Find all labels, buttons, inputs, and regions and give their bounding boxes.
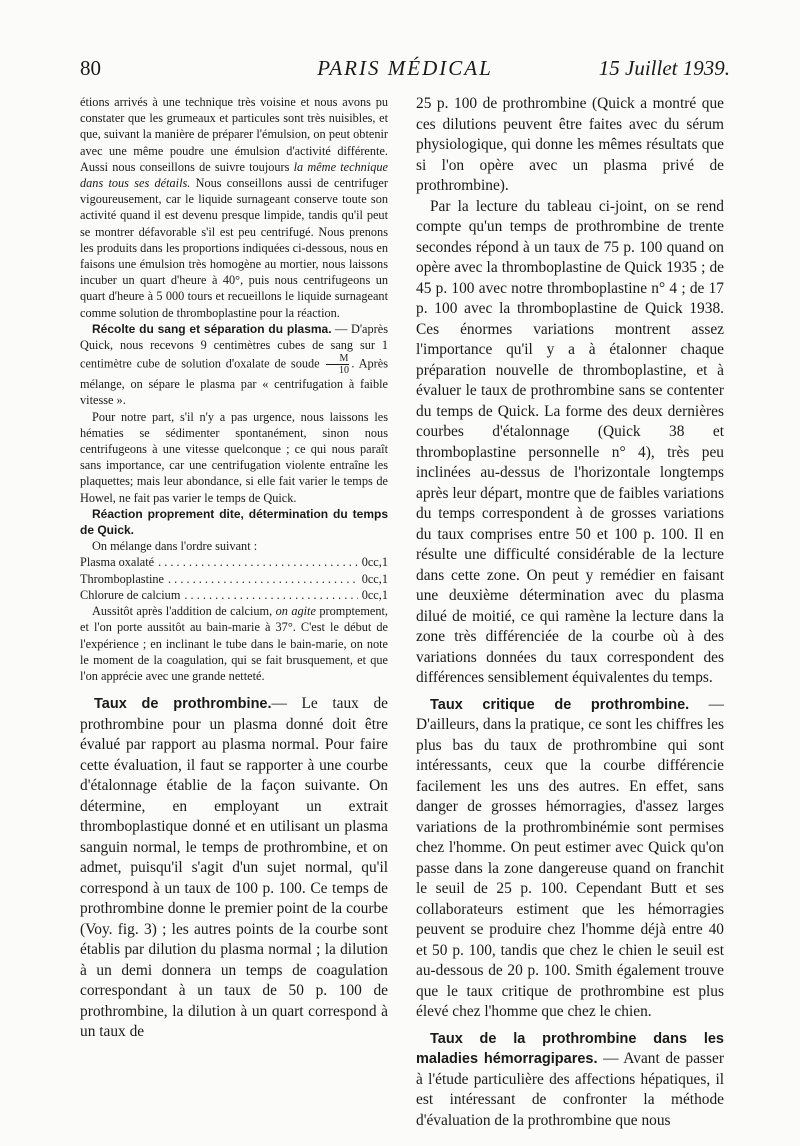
section-heading: Taux de la prothrombine dans les maladies hémorragipares. xyxy=(416,1030,724,1067)
paragraph: Taux critique de prothrombine. — D'ailleurs, dans la pratique, ce sont les chiffres les plus bas du taux de prothrombine qui sont intéressants, ceux que la courbe différencie facilement les uns des autres. En effet, sans danger de grosses hémorragies, d'assez larges variations de la prothrombinémie sont permises chez l'homme. On peut estimer avec Quick qu'on passe dans la zone dangereuse quand on franchit le seuil de 25 p. 100. Cependant Butt et ses collaborateurs estiment que les hémorragies peuvent se produire chez l'homme déjà entre 40 et 50 p. 100, tandis que chez le chien le seuil est au-dessous de 20 p. 100. Smith également trouve que le taux critique de prothrombine est plus élevé chez l'homme que chez le chien. xyxy=(416,695,724,1020)
paragraph: Pour notre part, s'il n'y a pas urgence, nous laissons les hématies se sédimenter spontanément, sinon nous centrifugeons à une vitesse quelconque ; ce qui nous paraît sans importance, car une centrifugation violente entraîne les plaquettes; mais leur abondance, si elle fait varier le temps de Howel, ne fait pas varier le temps de Quick. xyxy=(80,409,388,505)
paragraph: Aussitôt après l'addition de calcium, on agite promptement, et l'on porte aussitôt au bain-marie à 37°. C'est le début de l'expérience ; en inclinant le tube dans le bain-marie, on note le moment de la coagulation, qui se fait brusquement, et que l'on apprécie avec une grande netteté. xyxy=(80,604,389,683)
paragraph: Taux de prothrombine.— Le taux de prothrombine pour un plasma donné doit être évalué par rapport au plasma normal. Pour faire cette évaluation, il faut se rapporter à une courbe d'étalonnage établie de la façon suivante. On détermine, en employant un extrait thromboplastique donné et en utilisant un plasma sanguin normal, le temps de prothrombine, et on admet, puisqu'il s'agit d'un sujet normal, qu'il correspond à un taux de 100 p. 100. Ce temps de prothrombine donne le premier point de la courbe (Voy. fig. 3) ; les autres points de la courbe sont établis par dilution du plasma normal ; la dilution à un demi donnera un temps de coagulation correspondant à un taux de 50 p. 100 de prothrombine, la dilution à un quart correspond à un taux de xyxy=(80,695,388,1041)
paragraph xyxy=(80,506,388,538)
paragraph: étions arrivés à une technique très voisine et nous avons pu constater que les grumeaux et particules sont très nuisibles, et que, suivant la manière de préparer l'émulsion, on peut obtenir avec une même poudre une émulsion d'activité différente. Aussi nous conseillons de suivre toujours la même technique dans tous ses détails. Nous conseillons aussi de centrifuger vigoureusement, car le liquide surnageant conserve toute son activité quand il est devenu presque limpide, tandis qu'il peut se montrer défavorable s'il est peu centrifugé. Nous prenons les produits dans les proportions indiquées ci-dessous, nous en faisons une émulsion très homogène au mortier, nous laissons incuber un quart d'heure à 40°, puis nous centrifugeons un quart d'heure à 5 000 tours et recueillons le liquide surnageant comme solution de thromboplastine pour la réaction. xyxy=(80,95,388,320)
fraction: $\frac{M}{10}$ xyxy=(326,353,349,376)
paragraph: Taux de la prothrombine dans les maladies hémorragipares. — Avant de passer à l'étude particulière des affections hépatiques, il est intéressant de confronter la méthode d'évaluation de la prothrombine que nous xyxy=(416,1030,724,1129)
issue-date: 15 Juillet 1939. xyxy=(598,56,730,80)
section-heading: Taux de prothrombine. xyxy=(94,696,272,713)
paragraph: On mélange dans l'ordre suivant : xyxy=(92,539,258,554)
paragraph: 25 p. 100 de prothrombine (Quick a montré que ces dilutions peuvent être faites avec du sérum physiologique, qui donne les mêmes résultats que si l'on opère avec un plasma privé de prothrombine). xyxy=(416,95,724,194)
paragraph: Par la lecture du tableau ci-joint, on se rend compte qu'un temps de prothrombine de trente secondes répond à un taux de 75 p. 100 quand on opère avec la thromboplastine de Quick 1935 ; de 45 p. 100 avec notre thromboplastine n° 4 ; de 17 p. 100 avec la thromboplastine de Quick 1938. Ces énormes variations montrent assez l'importance qu'il y a à étalonner chaque préparation nouvelle de thromboplastine, et à évaluer le taux de prothrombine sans se contenter du temps de Quick. La forme des deux dernières courbes d'étalonnage (Quick 38 et thromboplastine personnelle n° 4), très peu inclinées au-dessus de l'horizontale longtemps après leur départ, montre que de faibles variations du temps correspondent à de grosses variations du taux comprises entre 50 et 100 p. 100. Il en résulte une difficulté considérable de la lecture dans cette zone. On peut y remédier en faisant une deuxième détermination avec du plasma dilué de moitié, ce qui ramène la lecture dans la zone très différenciée de la courbe où à des variations données du taux correspondent des différences sensiblement équivalentes du temps. xyxy=(416,197,724,686)
right-column xyxy=(416,94,724,1131)
page-number: 80 xyxy=(80,56,101,80)
list-item: Chlorure de calcium . . . 0cc,1 xyxy=(80,587,388,603)
list-item: Plasma oxalaté . . . 0cc,1 xyxy=(80,554,388,570)
section-heading: Taux critique de prothrombine. xyxy=(430,696,690,713)
running-header xyxy=(80,56,730,86)
list-item: Thromboplastine . . . 0cc,1 xyxy=(80,571,388,587)
section-heading: Réaction proprement dite, détermination du temps de Quick. xyxy=(80,506,388,538)
ingredient-list xyxy=(80,554,388,603)
section-heading: Récolte du sang et séparation du plasma. xyxy=(92,321,332,336)
left-column xyxy=(80,94,388,1043)
journal-title: PARIS MÉDICAL xyxy=(317,56,493,80)
paragraph: Récolte du sang et séparation du plasma. — D'après Quick, nous recevons 9 centimètres cubes de sang sur 1 centimètre cube de solution d'oxalate de soude $\frac{M}{10}$ . Après mélange, on sépare le plasma par « centrifugation à faible vitesse ». xyxy=(80,321,389,408)
